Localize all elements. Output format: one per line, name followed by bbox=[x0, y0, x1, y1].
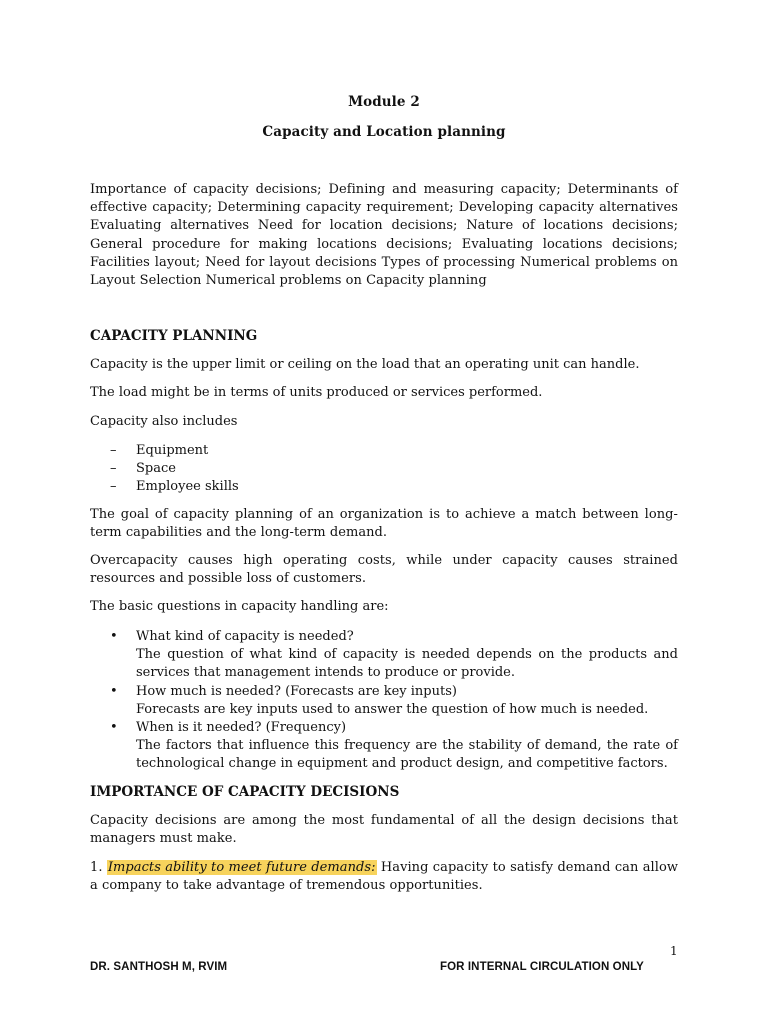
list-item-label: Space bbox=[136, 461, 176, 476]
capacity-definition: Capacity is the upper limit or ceiling on the load that an operating unit can handle. bbox=[90, 357, 640, 372]
question-text: How much is needed? (Forecasts are key inputs) bbox=[136, 684, 457, 699]
bullet-mark: • bbox=[110, 629, 118, 644]
footer-author: DR. SANTHOSH M, RVIM bbox=[90, 961, 228, 973]
dash-mark: – bbox=[110, 461, 117, 476]
overcapacity-paragraph: Overcapacity causes high operating costs, while under capacity causes strained resources and possible loss of customers. bbox=[90, 553, 678, 587]
list-item bbox=[110, 683, 678, 719]
module-label: Module 2 bbox=[348, 94, 420, 110]
page-number: 1 bbox=[670, 944, 678, 958]
answer-text: The factors that influence this frequency are the stability of demand, the rate of technological change in equipment and product design, and competitive factors. bbox=[136, 738, 678, 772]
bullet-mark: • bbox=[110, 720, 118, 735]
capacity-planning-heading: CAPACITY PLANNING bbox=[90, 328, 258, 344]
bullet-mark: • bbox=[110, 684, 118, 699]
basic-questions-intro: The basic questions in capacity handling are: bbox=[90, 599, 389, 614]
item-number: 1. bbox=[90, 860, 103, 875]
list-item bbox=[110, 442, 208, 460]
list-item bbox=[110, 719, 678, 774]
list-item-label: Equipment bbox=[136, 443, 209, 458]
list-item bbox=[110, 628, 678, 683]
highlighted-phrase: Impacts ability to meet future demands: bbox=[107, 860, 376, 875]
importance-item-1 bbox=[90, 859, 678, 895]
footer-note: FOR INTERNAL CIRCULATION ONLY bbox=[440, 961, 644, 973]
question-text: What kind of capacity is needed? bbox=[136, 629, 354, 644]
load-definition: The load might be in terms of units produced or services performed. bbox=[90, 385, 543, 400]
dash-mark: – bbox=[110, 443, 117, 458]
page-title: Capacity and Location planning bbox=[262, 124, 506, 140]
capacity-includes-intro: Capacity also includes bbox=[90, 414, 238, 429]
question-text: When is it needed? (Frequency) bbox=[136, 720, 347, 735]
list-item bbox=[110, 460, 176, 478]
intro-paragraph: Importance of capacity decisions; Defining and measuring capacity; Determinants of effective capacity; Determining capacity requirement; Developing capacity alternatives Evaluating alternatives Need for location decisions; Nature of locations decisions; General procedure for making locations decisions; Evaluating locations decisions; Facilities layout; Need for layout decisions Types of processing Numerical problems on Layout Selection Numerical problems on Capacity planning bbox=[90, 182, 678, 289]
dash-mark: – bbox=[110, 479, 117, 494]
importance-heading: IMPORTANCE OF CAPACITY DECISIONS bbox=[90, 784, 400, 800]
goal-paragraph: The goal of capacity planning of an organization is to achieve a match between long-term capabilities and the long-term demand. bbox=[90, 507, 678, 541]
list-item-label: Employee skills bbox=[136, 479, 239, 494]
answer-text: The question of what kind of capacity is needed depends on the products and services that management intends to produce or provide. bbox=[136, 647, 678, 681]
list-item bbox=[110, 478, 239, 496]
answer-text: Forecasts are key inputs used to answer the question of how much is needed. bbox=[136, 702, 649, 718]
item-text: Having capacity to satisfy demand can allow a company to take advantage of tremendous opportunities. bbox=[90, 860, 679, 894]
capacity-decisions-paragraph: Capacity decisions are among the most fundamental of all the design decisions that managers must make. bbox=[90, 813, 678, 847]
